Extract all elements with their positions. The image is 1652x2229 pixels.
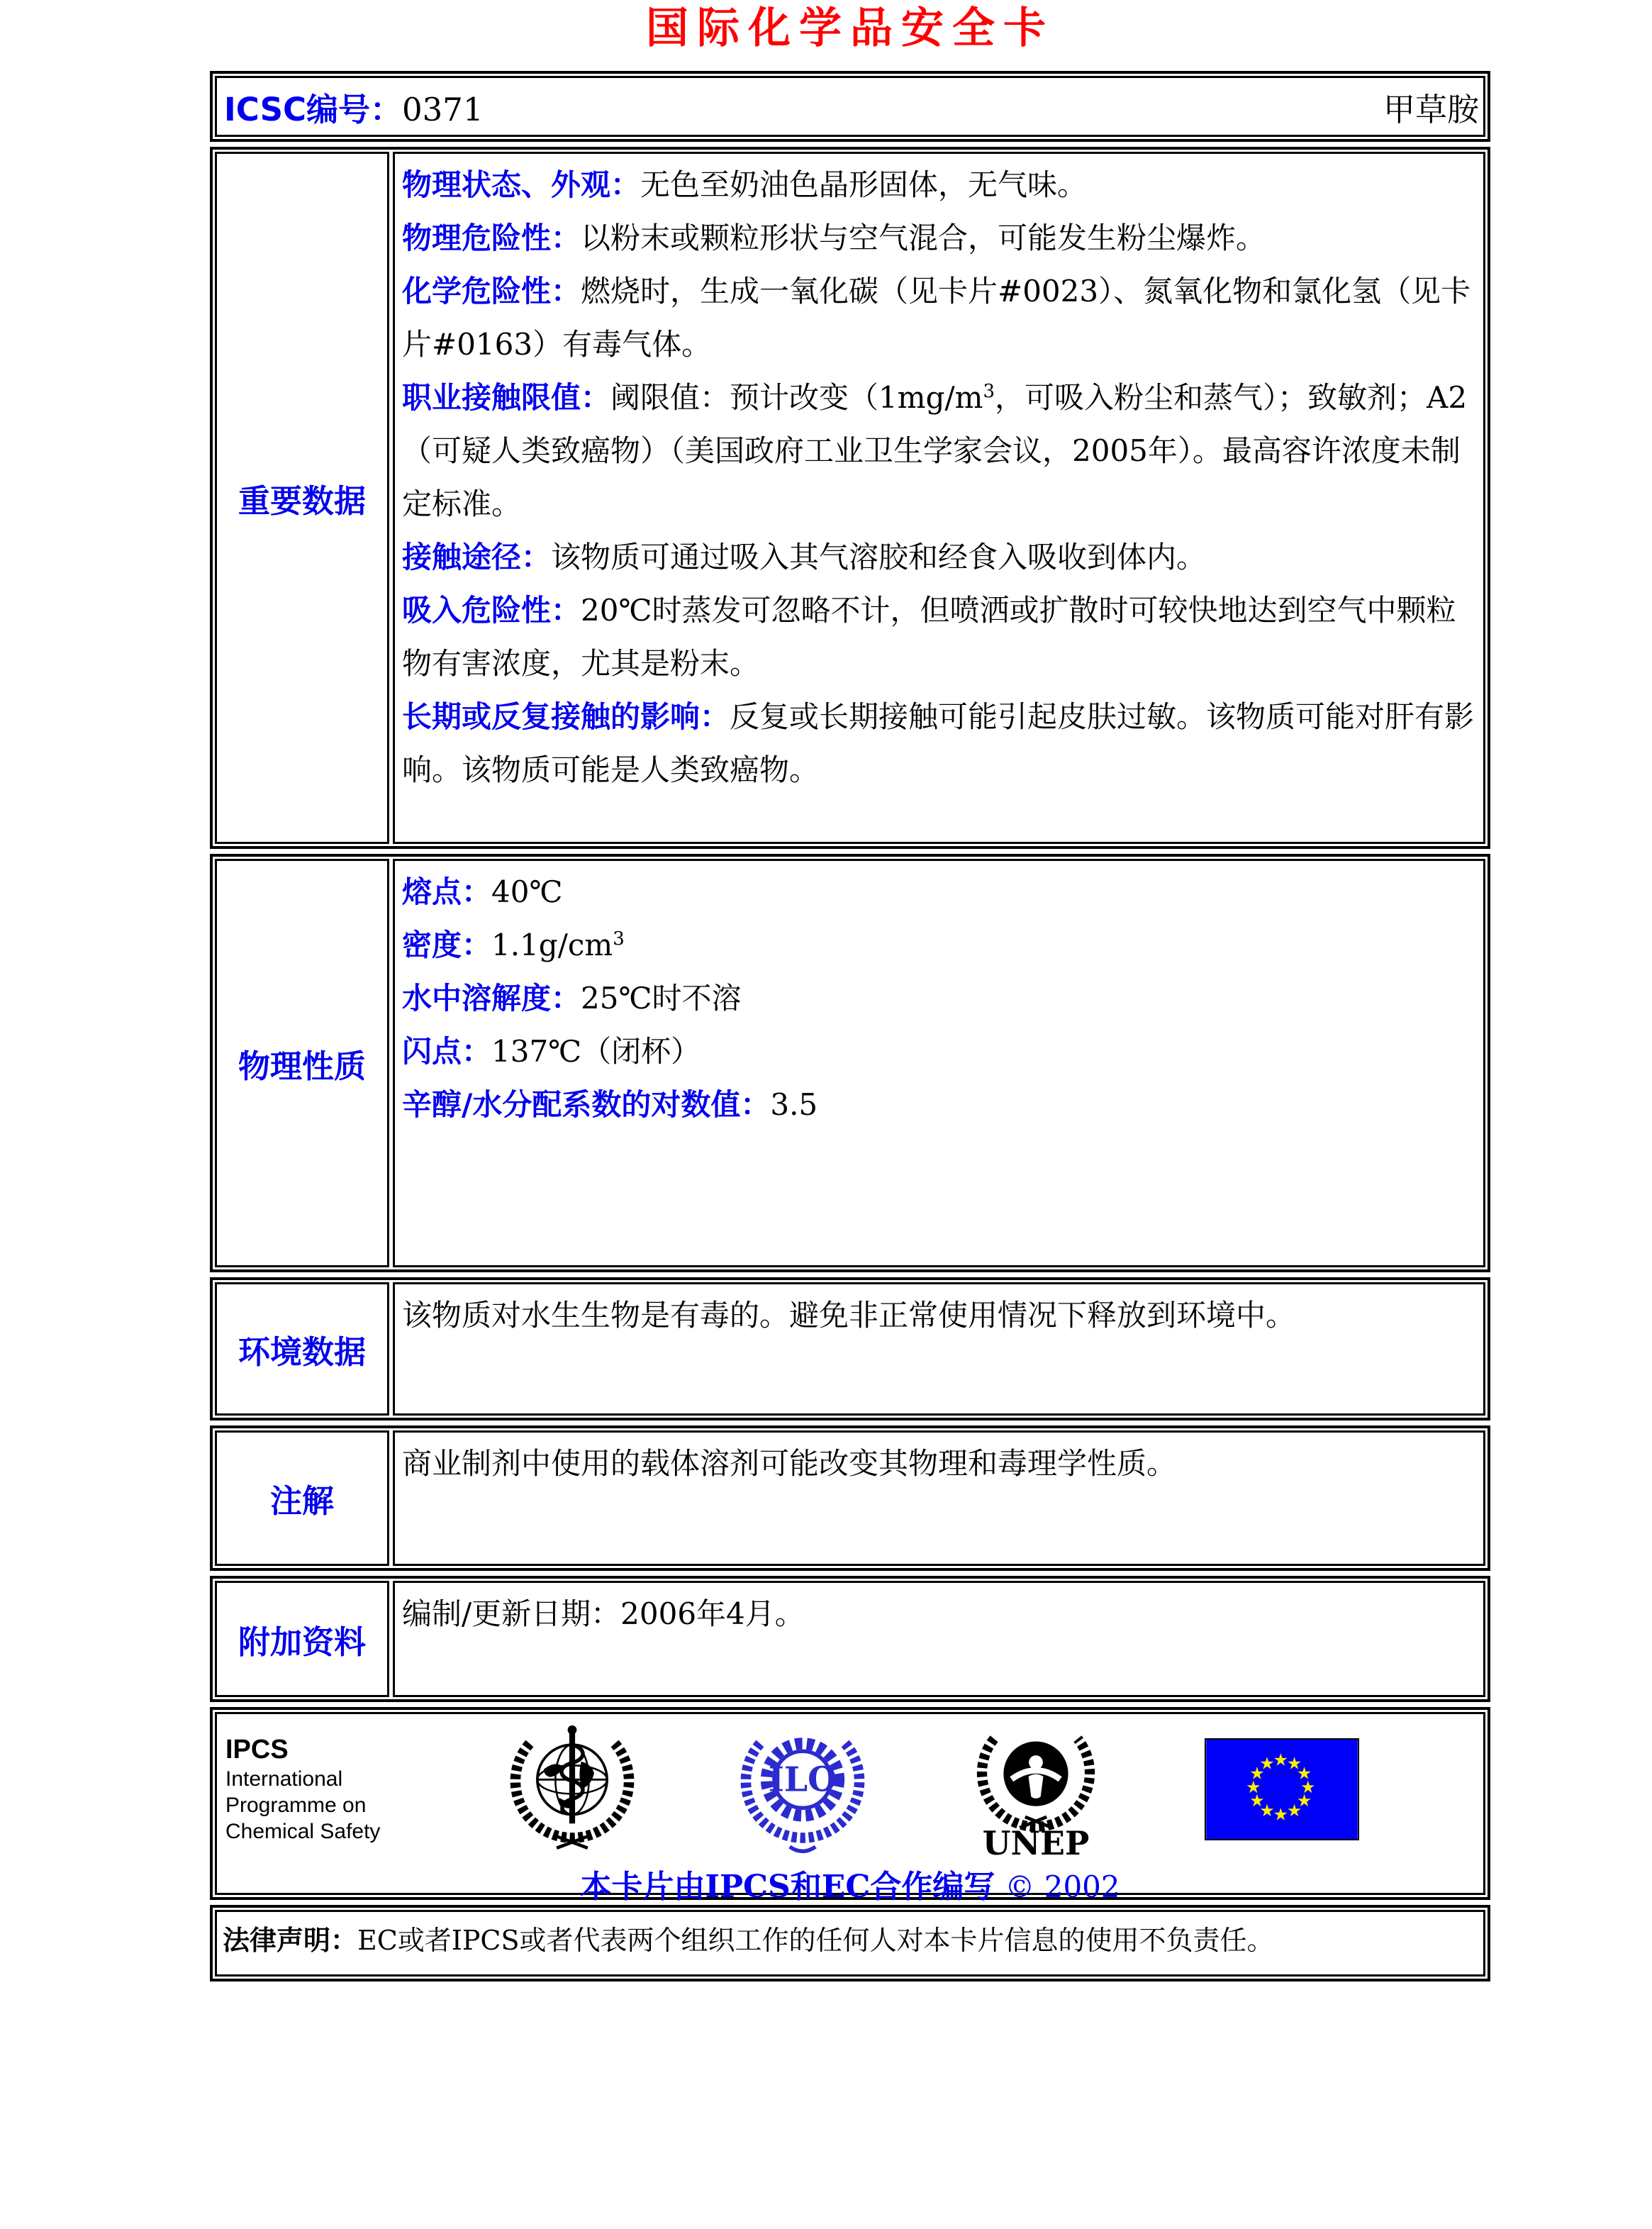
physical-properties-content (393, 859, 1485, 1267)
unep-logo-text: UNEP (982, 1823, 1090, 1859)
environmental-data-row-header (215, 1282, 389, 1416)
field-label: 长期或反复接触的影响： (402, 699, 730, 734)
field-value: 2006年4月。 (620, 1596, 805, 1631)
superscript: 3 (983, 381, 995, 402)
field-label: 闪点： (402, 1034, 492, 1069)
ipcs-text-block (225, 1733, 406, 1845)
credit-copyright: © 2002 (1005, 1869, 1120, 1904)
field-label: 水中溶解度： (402, 981, 581, 1016)
field-label: 熔点： (402, 874, 492, 909)
field-row (402, 584, 1476, 690)
field-label: 化学危险性： (402, 274, 581, 308)
credit-line (224, 1861, 1476, 1906)
field-value: 25℃时不溶 (581, 981, 742, 1016)
field-label: 物理危险性： (402, 221, 581, 255)
field-row (402, 865, 1476, 918)
svg-text:★: ★ (1273, 1803, 1288, 1824)
ipcs-line: Programme on (225, 1794, 367, 1817)
svg-text:★: ★ (1296, 1790, 1312, 1811)
field-row (402, 1587, 1476, 1640)
ipcs-line: International (225, 1767, 343, 1791)
notes-row-header (215, 1430, 389, 1566)
field-label: 编制/更新日期： (402, 1596, 621, 1631)
field-label: 物理状态、外观： (402, 167, 641, 202)
environmental-data-content (393, 1282, 1485, 1416)
ipcs-abbr: IPCS (225, 1735, 289, 1764)
legal-label: 法律声明： (223, 1925, 358, 1956)
superscript: 3 (613, 928, 625, 950)
svg-text:★: ★ (1273, 1749, 1288, 1769)
credit-text: 本卡片由IPCS和EC合作编写 (580, 1869, 995, 1905)
icsc-number-value: 0371 (402, 90, 484, 128)
who-logo-icon (508, 1723, 637, 1856)
field-label: 密度： (402, 928, 492, 962)
field-value: 40℃ (491, 874, 563, 909)
field-value: ，可吸入粉尘和蒸气）；致敏剂；A2（可疑人类致癌物）（美国政府工业卫生学家会议，2005年）。最高容许浓度未制定标准。 (402, 380, 1468, 521)
field-row (402, 530, 1476, 584)
field-row (402, 1025, 1476, 1078)
svg-text:★: ★ (1259, 1800, 1275, 1821)
important-data-content (393, 152, 1485, 844)
header-section (210, 71, 1490, 142)
ilo-logo-text: ILO (768, 1760, 837, 1800)
physical-properties-row-label: 物理性质 (238, 1047, 366, 1085)
svg-text:★: ★ (1246, 1777, 1261, 1797)
notes-content (393, 1430, 1485, 1566)
field-value: 反复或长期接触可能引起皮肤过敏。该物质可能对肝有影响。该物质可能是人类致癌物。 (402, 699, 1475, 787)
physical-properties-section (210, 854, 1490, 1272)
additional-info-row-label: 附加资料 (238, 1623, 366, 1661)
field-row (402, 972, 1476, 1025)
field-row (402, 918, 1476, 972)
field-value: 无色至奶油色晶形固体，无气味。 (640, 167, 1088, 202)
field-value: 该物质对水生生物是有毒的。避免非正常使用情况下释放到环境中。 (402, 1298, 1296, 1333)
svg-text:★: ★ (1249, 1790, 1265, 1811)
legal-section (210, 1905, 1490, 1981)
field-value: 以粉末或颗粒形状与空气混合，可能发生粉尘爆炸。 (581, 221, 1266, 255)
field-row (402, 1078, 1476, 1131)
legal-content (215, 1910, 1485, 1977)
important-data-section (210, 147, 1490, 849)
field-value: 阈限值：预计改变（1mg/m (610, 380, 983, 415)
field-row (402, 1437, 1476, 1490)
icsc-card (210, 71, 1490, 1981)
icsc-number-label: ICSC编号： (224, 90, 403, 128)
field-value: 1.1g/cm (491, 928, 613, 962)
icsc-number-group (224, 84, 484, 130)
field-row (402, 265, 1476, 371)
field-label: 辛醇/水分配系数的对数值： (402, 1087, 771, 1122)
important-data-row-header (215, 152, 389, 844)
chemical-name: 甲草胺 (1383, 90, 1479, 128)
svg-text:★: ★ (1286, 1753, 1302, 1774)
field-row (402, 371, 1476, 530)
notes-section (210, 1425, 1490, 1571)
field-row (402, 690, 1476, 796)
field-value: 137℃（闭杯） (491, 1034, 701, 1069)
field-label: 职业接触限值： (402, 380, 611, 415)
physical-properties-row-header (215, 859, 389, 1267)
field-value: 该物质可通过吸入其气溶胶和经食入吸收到体内。 (551, 540, 1207, 574)
field-value: 20℃时蒸发可忽略不计，但喷洒或扩散时可较快地达到空气中颗粒物有害浓度，尤其是粉末。 (402, 593, 1456, 681)
svg-text:★: ★ (1300, 1777, 1316, 1797)
field-value: 燃烧时，生成一氧化碳（见卡片#0023）、氮氧化物和氯化氢（见卡片#0163）有毒气体。 (402, 274, 1471, 362)
additional-info-content (393, 1581, 1485, 1697)
field-label: 接触途径： (402, 540, 552, 574)
additional-info-section (210, 1576, 1490, 1702)
field-row (402, 158, 1476, 211)
svg-text:★: ★ (1249, 1763, 1265, 1784)
environmental-data-row-label: 环境数据 (238, 1333, 366, 1371)
page-title: 国际化学品安全卡 (646, 4, 1054, 53)
svg-text:★: ★ (1286, 1800, 1302, 1821)
unep-logo-icon (969, 1720, 1103, 1859)
important-data-row-label: 重要数据 (238, 482, 366, 520)
field-row (402, 1289, 1476, 1342)
eu-flag-icon (1205, 1738, 1359, 1840)
environmental-data-section (210, 1277, 1490, 1421)
logos-content (215, 1712, 1485, 1905)
svg-text:★: ★ (1296, 1763, 1312, 1784)
field-label: 吸入危险性： (402, 593, 581, 628)
field-value: 商业制剂中使用的载体溶剂可能改变其物理和毒理学性质。 (402, 1446, 1177, 1481)
svg-text:★: ★ (1259, 1753, 1275, 1774)
additional-info-row-header (215, 1581, 389, 1697)
ipcs-line: Chemical Safety (225, 1820, 381, 1843)
header-row (215, 76, 1485, 137)
logos-row (224, 1720, 1476, 1858)
legal-text: EC或者IPCS或者代表两个组织工作的任何人对本卡片信息的使用不负责任。 (357, 1925, 1274, 1956)
field-row (402, 211, 1476, 265)
ilo-logo-icon (738, 1723, 867, 1856)
field-value: 3.5 (770, 1087, 818, 1122)
notes-row-label: 注解 (269, 1482, 334, 1520)
logos-section (210, 1707, 1490, 1905)
